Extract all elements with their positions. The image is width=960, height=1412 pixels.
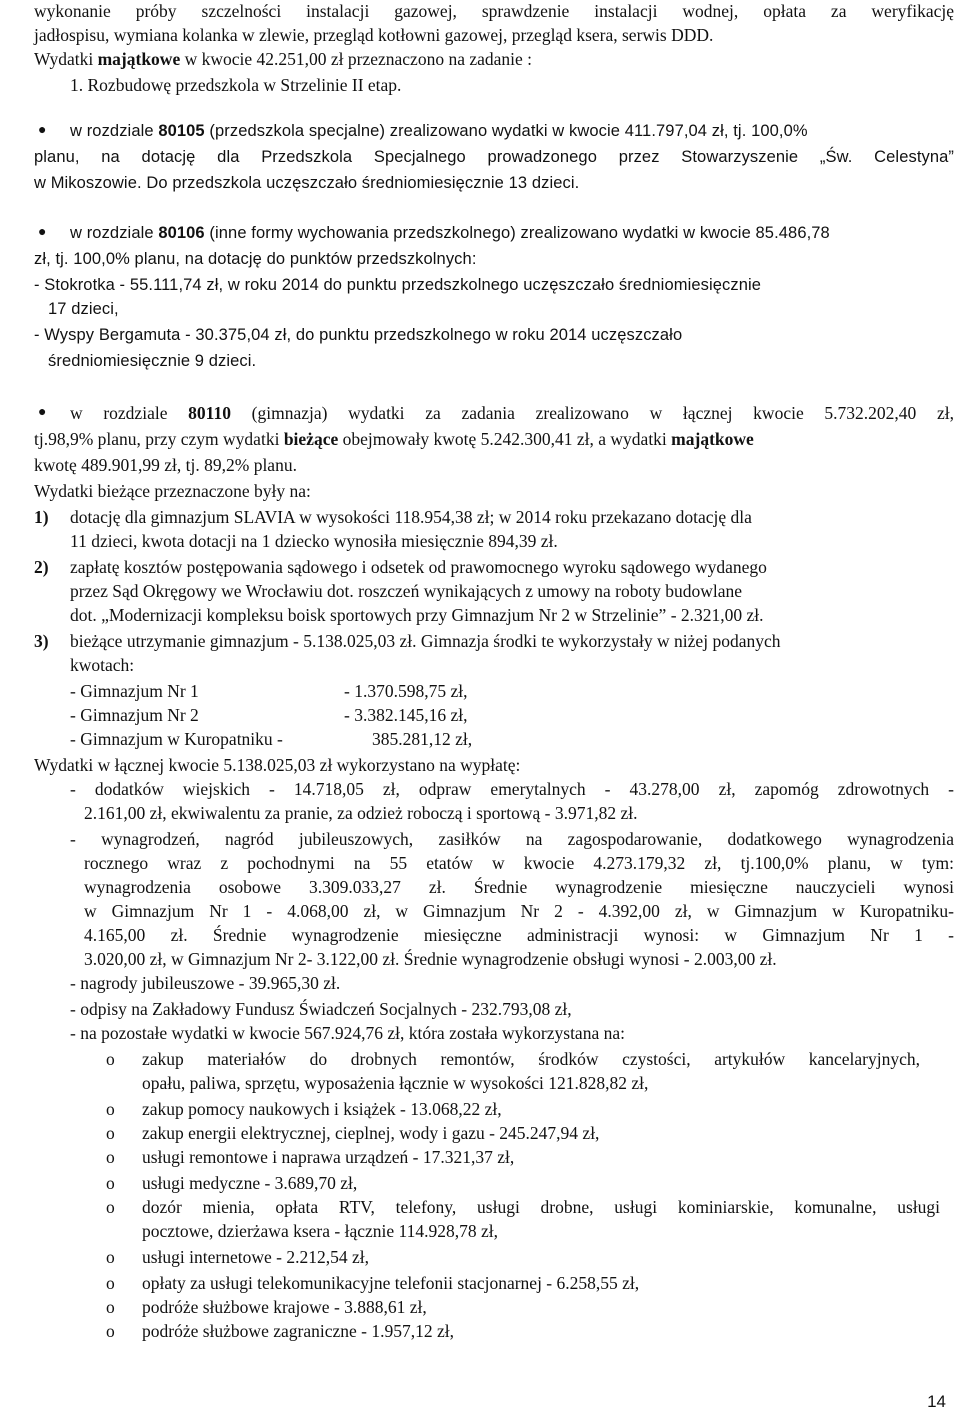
item-2-line-2: przez Sąd Okręgowy we Wrocławiu dot. roszczeń wynikających z umowy na roboty budowlane bbox=[70, 581, 743, 601]
list-marker: o bbox=[106, 1321, 115, 1341]
p80106-line-6: średniomiesięcznie 9 dzieci. bbox=[48, 352, 257, 370]
p80106-code: 80106 bbox=[158, 224, 205, 242]
list-marker: o bbox=[106, 1099, 115, 1119]
bullet-icon: ● bbox=[38, 225, 47, 240]
list-marker: o bbox=[106, 1123, 115, 1143]
intro-task-1: 1. Rozbudowę przedszkola w Strzelinie II etap. bbox=[70, 75, 402, 95]
sub-6-line-1: dozór mienia, opłata RTV, telefony, usługi drobne, usługi kominiarskie, komunalne, usługi bbox=[142, 1197, 940, 1217]
item-1-number: 1) bbox=[34, 507, 49, 527]
sub-9: podróże służbowe krajowe - 3.888,61 zł, bbox=[142, 1297, 427, 1317]
item-3-line-2: kwotach: bbox=[70, 655, 135, 675]
sub-4: usługi remontowe i naprawa urządzeń - 17.321,37 zł, bbox=[142, 1147, 515, 1167]
item-3-number: 3) bbox=[34, 631, 49, 651]
list-marker: o bbox=[106, 1247, 115, 1267]
p80110-text: (gimnazja) wydatki za zadania zrealizowano w łącznej kwocie 5.732.202,40 zł, bbox=[230, 403, 954, 423]
sub-7: usługi internetowe - 2.212,54 zł, bbox=[142, 1247, 369, 1267]
intro-line-2: jadłospisu, wymiana kolanka w zlewie, przegląd kotłowni gazowej, przegląd ksera, serwis DDD. bbox=[34, 25, 714, 45]
bullet-icon: ● bbox=[38, 123, 47, 138]
gim-3-amount: 385.281,12 zł, bbox=[372, 729, 473, 749]
gim-2-amount: - 3.382.145,16 zł, bbox=[344, 705, 468, 725]
item-3-line-1: bieżące utrzymanie gimnazjum - 5.138.025,03 zł. Gimnazja środki te wykorzystały w niżej podanych bbox=[70, 631, 781, 651]
dash-2-line-5: 4.165,00 zł. Średnie wynagrodzenie miesięczne administracji wynosi: w Gimnazjum Nr 1 - bbox=[84, 925, 954, 945]
gim-2-name: - Gimnazjum Nr 2 bbox=[70, 705, 199, 725]
dash-3: - nagrody jubileuszowe - 39.965,30 zł. bbox=[70, 973, 341, 993]
dash-2-line-1: - wynagrodzeń, nagród jubileuszowych, zasiłków na zagospodarowanie, dodatkowego wynagrodzenia bbox=[70, 829, 954, 849]
list-marker: o bbox=[106, 1297, 115, 1317]
dash-2-line-2: rocznego wraz z pochodnymi na 55 etatów w kwocie 4.273.179,32 zł, tj.100,0% planu, w tym: bbox=[84, 853, 954, 873]
bold-biezace: bieżące bbox=[283, 429, 339, 449]
item-1-line-2: 11 dzieci, kwota dotacji na 1 dziecko wynosiła miesięcznie 894,39 zł. bbox=[70, 531, 558, 551]
p80110-line-4: Wydatki bieżące przeznaczone były na: bbox=[34, 481, 311, 501]
total-line: Wydatki w łącznej kwocie 5.138.025,03 zł wykorzystano na wypłatę: bbox=[34, 755, 521, 775]
p80105-line-2: planu, na dotację dla Przedszkola Specjalnego prowadzonego przez Stowarzyszenie „Św. Celestyna” bbox=[34, 148, 954, 166]
item-2-line-3: dot. „Modernizacji kompleksu boisk sportowych przy Gimnazjum Nr 2 w Strzelinie” - 2.321,00 zł. bbox=[70, 605, 764, 625]
gim-1-amount: - 1.370.598,75 zł, bbox=[344, 681, 468, 701]
p80106-line-4: 17 dzieci, bbox=[48, 300, 119, 318]
p80106-text: (inne formy wychowania przedszkolnego) zrealizowano wydatki w kwocie 85.486,78 bbox=[204, 224, 830, 242]
p80105-text: (przedszkola specjalne) zrealizowano wydatki w kwocie 411.797,04 zł, tj. 100,0% bbox=[204, 122, 808, 140]
list-marker: o bbox=[106, 1273, 115, 1293]
dash-1-line-1: - dodatków wiejskich - 14.718,05 zł, odpraw emerytalnych - 43.278,00 zł, zapomóg zdrowotnych - bbox=[70, 779, 954, 799]
p80106-line-2: zł, tj. 100,0% planu, na dotację do punktów przedszkolnych: bbox=[34, 250, 477, 268]
p80106-line-3: - Stokrotka - 55.111,74 zł, w roku 2014 do punktu przedszkolnego uczęszczało średniomiesięcznie bbox=[34, 276, 762, 294]
dash-2-line-4: w Gimnazjum Nr 1 - 4.068,00 zł, w Gimnazjum Nr 2 - 4.392,00 zł, w Gimnazjum w Kuropatniku- bbox=[84, 901, 954, 921]
p80110-text: w rozdziale bbox=[70, 403, 189, 423]
intro-line-1: wykonanie próby szczelności instalacji gazowej, sprawdzenie instalacji wodnej, opłata za weryfikację bbox=[34, 1, 954, 21]
sub-3: zakup energii elektrycznej, cieplnej, wody i gazu - 245.247,94 zł, bbox=[142, 1123, 600, 1143]
item-2-number: 2) bbox=[34, 557, 49, 577]
item-2-line-1: zapłatę kosztów postępowania sądowego i odsetek od prawomocnego wyroku sądowego wydanego bbox=[70, 557, 767, 577]
dash-5: - na pozostałe wydatki w kwocie 567.924,76 zł, która została wykorzystana na: bbox=[70, 1023, 625, 1043]
intro-text: w kwocie 42.251,00 zł przeznaczono na zadanie : bbox=[180, 49, 533, 69]
p80106-text: w rozdziale bbox=[70, 224, 159, 242]
dash-2-line-6: 3.020,00 zł, w Gimnazjum Nr 2- 3.122,00 zł. Średnie wynagrodzenie obsługi wynosi - 2.003,00 zł. bbox=[84, 949, 777, 969]
list-marker: o bbox=[106, 1049, 115, 1069]
intro-text: Wydatki bbox=[34, 49, 98, 69]
dash-2-line-3: wynagrodzenia osobowe 3.309.033,27 zł. Średnie wynagrodzenie miesięczne nauczycieli wynosi bbox=[84, 877, 954, 897]
p80110-line-3: kwotę 489.901,99 zł, tj. 89,2% planu. bbox=[34, 455, 297, 475]
dash-1-line-2: 2.161,00 zł, ekwiwalentu za pranie, za odzież roboczą i sportową - 3.971,82 zł. bbox=[84, 803, 638, 823]
p80105-line-1 bbox=[70, 120, 808, 142]
sub-8: opłaty za usługi telekomunikacyjne telefonii stacjonarnej - 6.258,55 zł, bbox=[142, 1273, 640, 1293]
item-1-line-1: dotację dla gimnazjum SLAVIA w wysokości 118.954,38 zł; w 2014 roku przekazano dotację dla bbox=[70, 507, 752, 527]
p80105-code: 80105 bbox=[158, 122, 205, 140]
page-number: 14 bbox=[927, 1392, 946, 1411]
sub-10: podróże służbowe zagraniczne - 1.957,12 zł, bbox=[142, 1321, 454, 1341]
gim-3-name: - Gimnazjum w Kuropatniku - bbox=[70, 729, 283, 749]
sub-1-line-1: zakup materiałów do drobnych remontów, środków czystości, artykułów kancelaryjnych, bbox=[142, 1049, 920, 1069]
bold-majatkowe: majątkowe bbox=[671, 429, 754, 449]
p80110-line-1 bbox=[70, 402, 954, 424]
sub-6-line-2: pocztowe, dzierżawa ksera - łącznie 114.928,78 zł, bbox=[142, 1221, 498, 1241]
p80106-line-5: - Wyspy Bergamuta - 30.375,04 zł, do punktu przedszkolnego w roku 2014 uczęszczało bbox=[34, 326, 683, 344]
list-marker: o bbox=[106, 1173, 115, 1193]
bold-majatkowe: majątkowe bbox=[97, 49, 181, 69]
list-marker: o bbox=[106, 1197, 115, 1217]
gim-1-name: - Gimnazjum Nr 1 bbox=[70, 681, 199, 701]
p80110-text: obejmowały kwotę 5.242.300,41 zł, a wydatki bbox=[338, 429, 672, 449]
list-marker: o bbox=[106, 1147, 115, 1167]
sub-1-line-2: opału, paliwa, sprzętu, wyposażenia łącznie w wysokości 121.828,82 zł, bbox=[142, 1073, 649, 1093]
sub-2: zakup pomocy naukowych i książek - 13.068,22 zł, bbox=[142, 1099, 502, 1119]
dash-4: - odpisy na Zakładowy Fundusz Świadczeń Socjalnych - 232.793,08 zł, bbox=[70, 999, 572, 1019]
p80105-text: w rozdziale bbox=[70, 122, 159, 140]
p80110-text: tj.98,9% planu, przy czym wydatki bbox=[34, 429, 284, 449]
bullet-icon: ● bbox=[38, 405, 47, 420]
sub-5: usługi medyczne - 3.689,70 zł, bbox=[142, 1173, 358, 1193]
intro-line-3 bbox=[34, 48, 532, 70]
p80106-line-1 bbox=[70, 222, 830, 244]
p80110-line-2 bbox=[34, 428, 754, 450]
p80110-code: 80110 bbox=[188, 403, 231, 423]
p80105-line-3: w Mikoszowie. Do przedszkola uczęszczało średniomiesięcznie 13 dzieci. bbox=[34, 174, 580, 192]
